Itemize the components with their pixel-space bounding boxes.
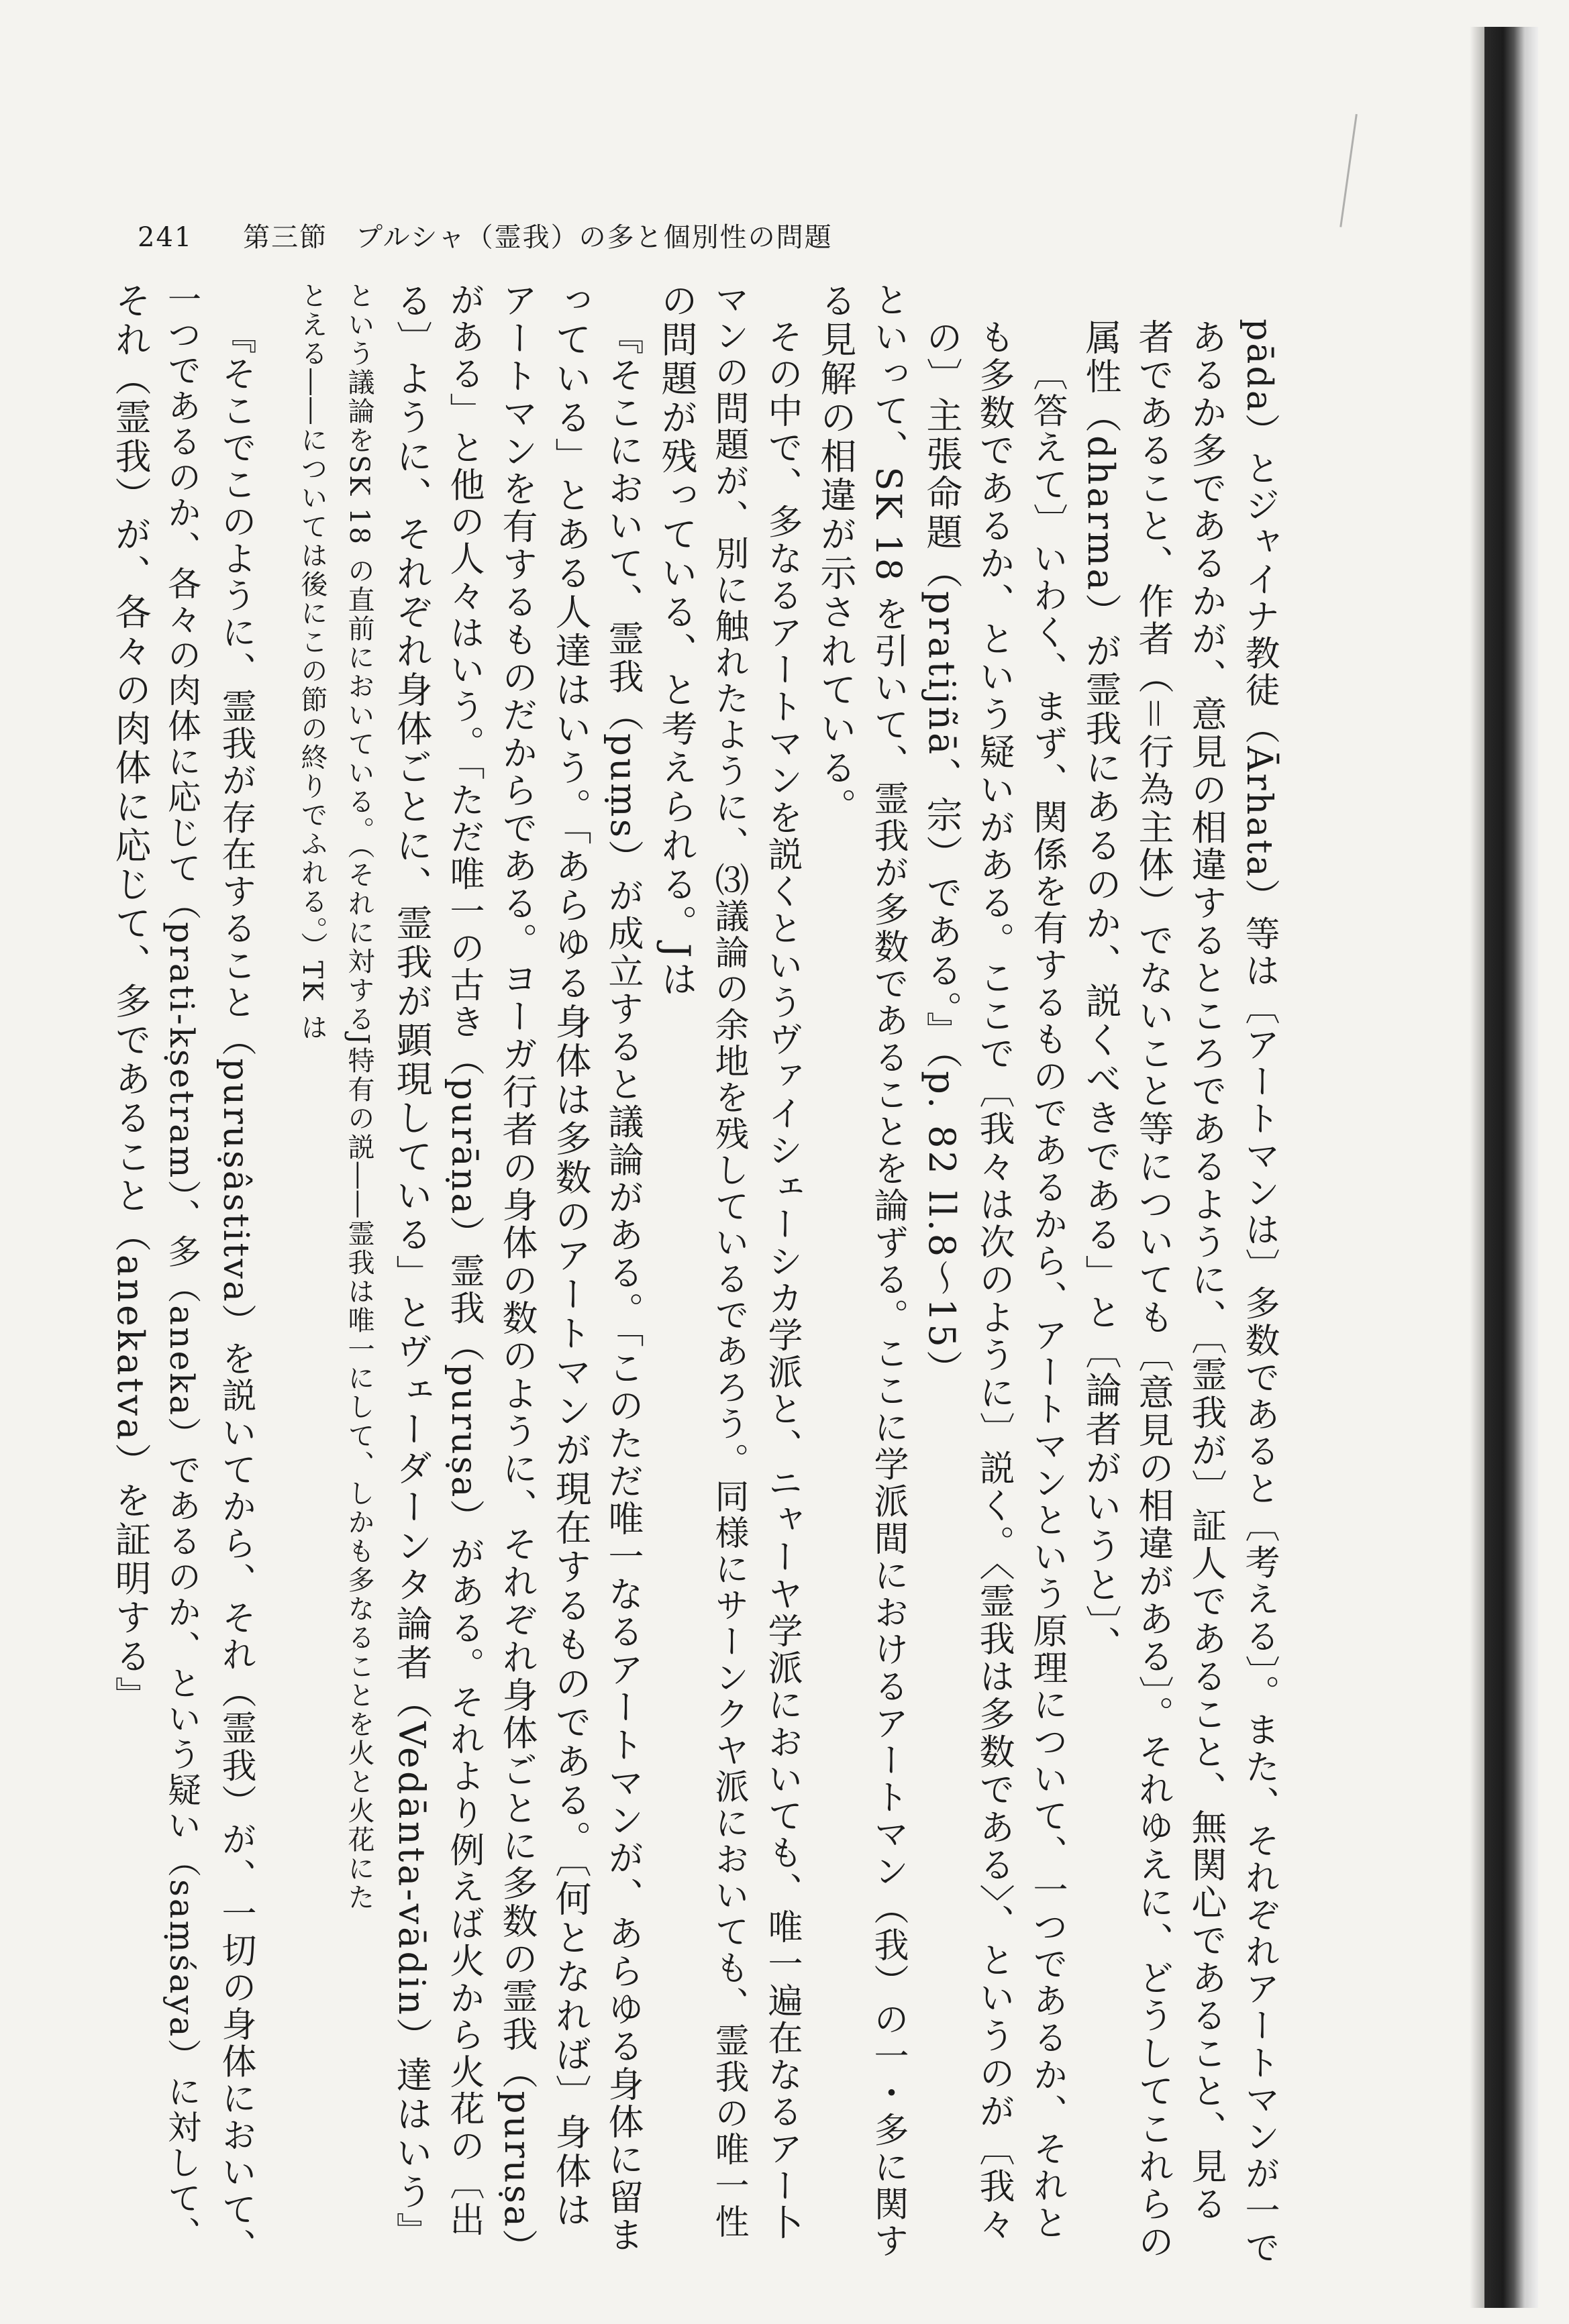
text-column: 者であること、作者（＝行為主体）でないこと等についても〔意見の相違がある〕。それゆえに、どうしてこれらの bbox=[1133, 319, 1174, 2261]
text-column: その中で、多なるアートマンを説くというヴァイシェーシカ学派と、ニャーヤ学派においても、唯一遍在なるアー卜 bbox=[762, 319, 802, 2242]
text-column: 属性（dharma）が霊我にあるのか、説くべきである」と〔論者がいうと〕、 bbox=[1080, 319, 1122, 1665]
text-column: 〔答えて〕いわく、まず、関係を有するものであるから、アートマンという原理について、一つであるか、それと bbox=[1027, 356, 1067, 2242]
text-column: マンの問題が、別に触れたように、⑶議論の余地を残しているであろう。同様にサーンクヤ派においても、霊我の唯一性 bbox=[709, 282, 748, 2241]
book-spine bbox=[1484, 27, 1538, 2308]
text-column: という議論をSK 18 の直前においている。（それに対するJ特有の説――霊我は唯一にして、しかも多なることを火と火花にた bbox=[344, 282, 374, 1912]
text-column: それ（霊我）が、各々の肉体に応じて、多であること（anekatva）を証明する』 bbox=[109, 282, 152, 1715]
text-column: 一つであるのか、各々の肉体に応じて（prati-kṣetram）、多（aneka）であるのか、という疑い（saṃśaya）に対して、 bbox=[162, 282, 201, 2252]
text-column: 『そこでこのように、霊我が存在すること（puruṣâstitva）を説いてから、それ（霊我）が、一切の身体において、 bbox=[215, 319, 256, 2266]
text-column: の問題が残っている、と考えられる。Jは bbox=[656, 282, 698, 1000]
text-column: アートマンを有するものだからである。ヨーガ行者の身体の数のように、それぞれ身体ごとに多数の霊我（puruṣa） bbox=[497, 282, 538, 2267]
text-column: あるか多であるかが、意見の相違するところであるように、〔霊我が〕証人であること、無関心であること、見る bbox=[1186, 319, 1227, 2223]
text-column: がある」と他の人々はいう。「ただ唯一の古き（purāṇa）霊我（puruṣa）がある。それより例えば火から火花の〔出 bbox=[444, 282, 484, 2239]
text-column: pāda）とジャイナ教徒（Ārhata）等は〔アートマンは〕多数であると〔考える〕。また、それぞれアートマンが一で bbox=[1239, 319, 1279, 2267]
section-title: 第三節 プルシャ（霊我）の多と個別性の問題 bbox=[243, 222, 833, 253]
text-column: っている」とある人達はいう。「あらゆる身体は多数のアートマンが現在するものである。〔何となれば〕身体は bbox=[550, 282, 592, 2230]
text-column: る見解の相違が示されている。 bbox=[815, 282, 857, 827]
binding-shadow bbox=[1470, 27, 1484, 2308]
text-column: も多数であるか、という疑いがある。ここで〔我々は次のように〕説く。〈霊我は多数である〉、というのが〔我々 bbox=[974, 319, 1015, 2243]
text-column: る〕ように、それぞれ身体ごとに、霊我が顕現している」とヴェーダーンタ論者（Vedānta-vādin）達はいう』 bbox=[391, 282, 433, 2251]
pencil-mark bbox=[1339, 114, 1364, 228]
text-column: 『そこにおいて、霊我（puṃs）が成立すると議論がある。「このただ唯一なるアートマンが、あらゆる身体に留ま bbox=[603, 319, 644, 2254]
running-header bbox=[138, 216, 833, 254]
page-number: 241 bbox=[138, 222, 193, 253]
text-column: とえる――については後にこの節の終りでふれる。）TK は bbox=[297, 282, 327, 1043]
text-column: といって、SK 18 を引いて、霊我が多数であることを論ずる。ここに学派間におけるアートマン（我）の一・多に関す bbox=[868, 282, 908, 2260]
text-column: の〕主張命題（pratijñā、宗）である。』（p. 82 ll.8〜15） bbox=[921, 319, 963, 1389]
